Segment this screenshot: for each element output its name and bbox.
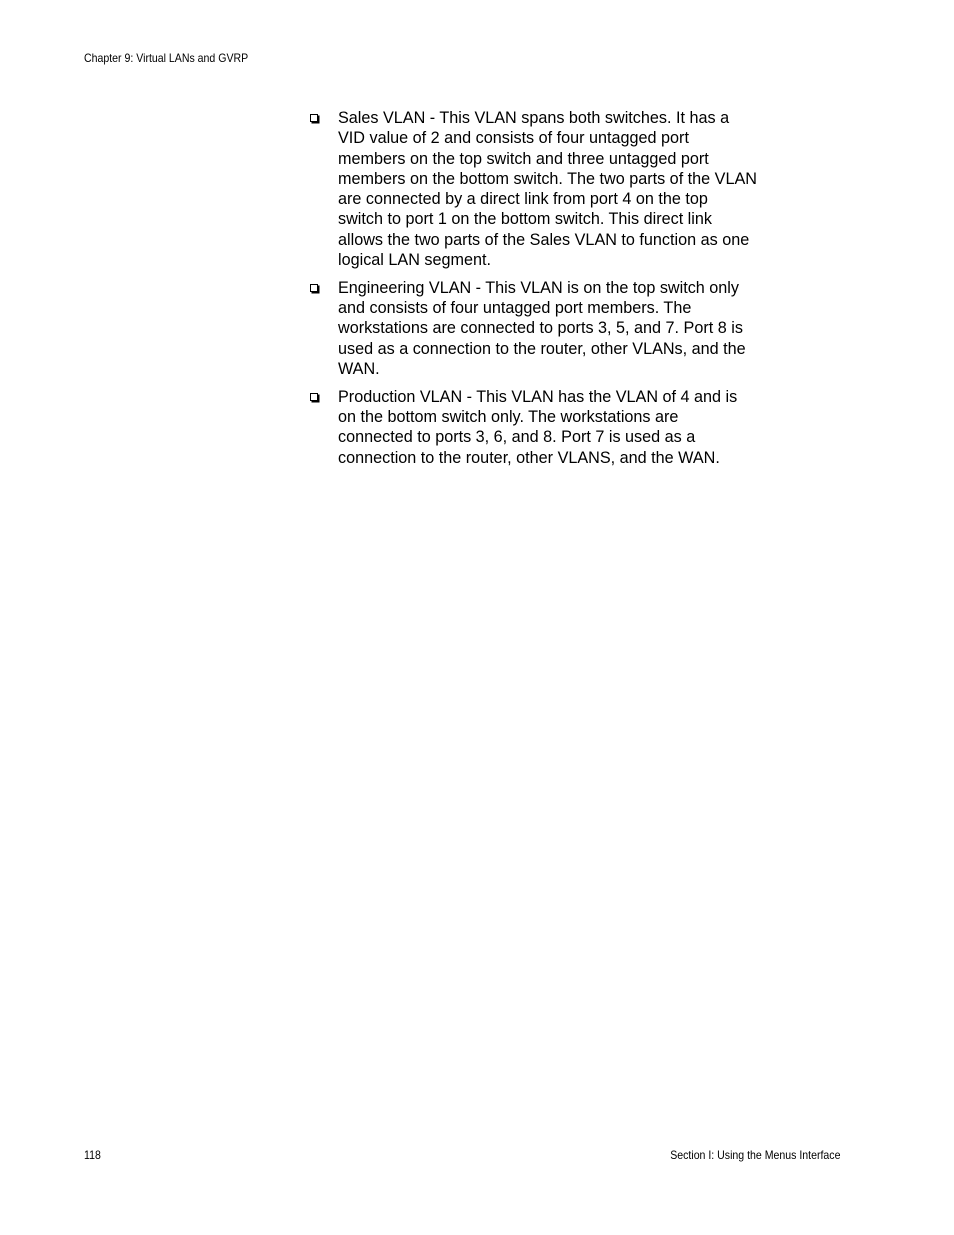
page-number: 118 (84, 1148, 101, 1162)
bullet-text: Engineering VLAN - This VLAN is on the top switch only and consists of four untagged port members. The workstations are connected to ports 3, 5, and 7. Port 8 is used as a connection to the router, other VLANs, and the WAN. (338, 278, 746, 379)
bullet-item-engineering-vlan (309, 278, 757, 379)
running-header: Chapter 9: Virtual LANs and GVRP (84, 51, 249, 65)
square-bullet-icon (310, 284, 318, 292)
running-footer-section: Section I: Using the Menus Interface (669, 1148, 840, 1162)
bullet-text: Production VLAN - This VLAN has the VLAN of 4 and is on the bottom switch only. The workstations are connected to ports 3, 6, and 8. Port 7 is used as a connection to the router, other VLANS, and the WAN. (338, 387, 738, 467)
bullet-list (309, 108, 757, 476)
bullet-text: Sales VLAN - This VLAN spans both switches. It has a VID value of 2 and consists of four untagged port members on the top switch and three untagged port members on the bottom switch. The two parts of the VLAN are connected by a direct link from port 4 on the top switch to port 1 on the bottom switch. This direct link allows the two parts of the Sales VLAN to function as one logical LAN segment. (338, 109, 757, 270)
bullet-item-production-vlan (309, 387, 757, 468)
square-bullet-icon (310, 114, 318, 122)
bullet-item-sales-vlan (309, 108, 757, 270)
square-bullet-icon (310, 393, 318, 401)
